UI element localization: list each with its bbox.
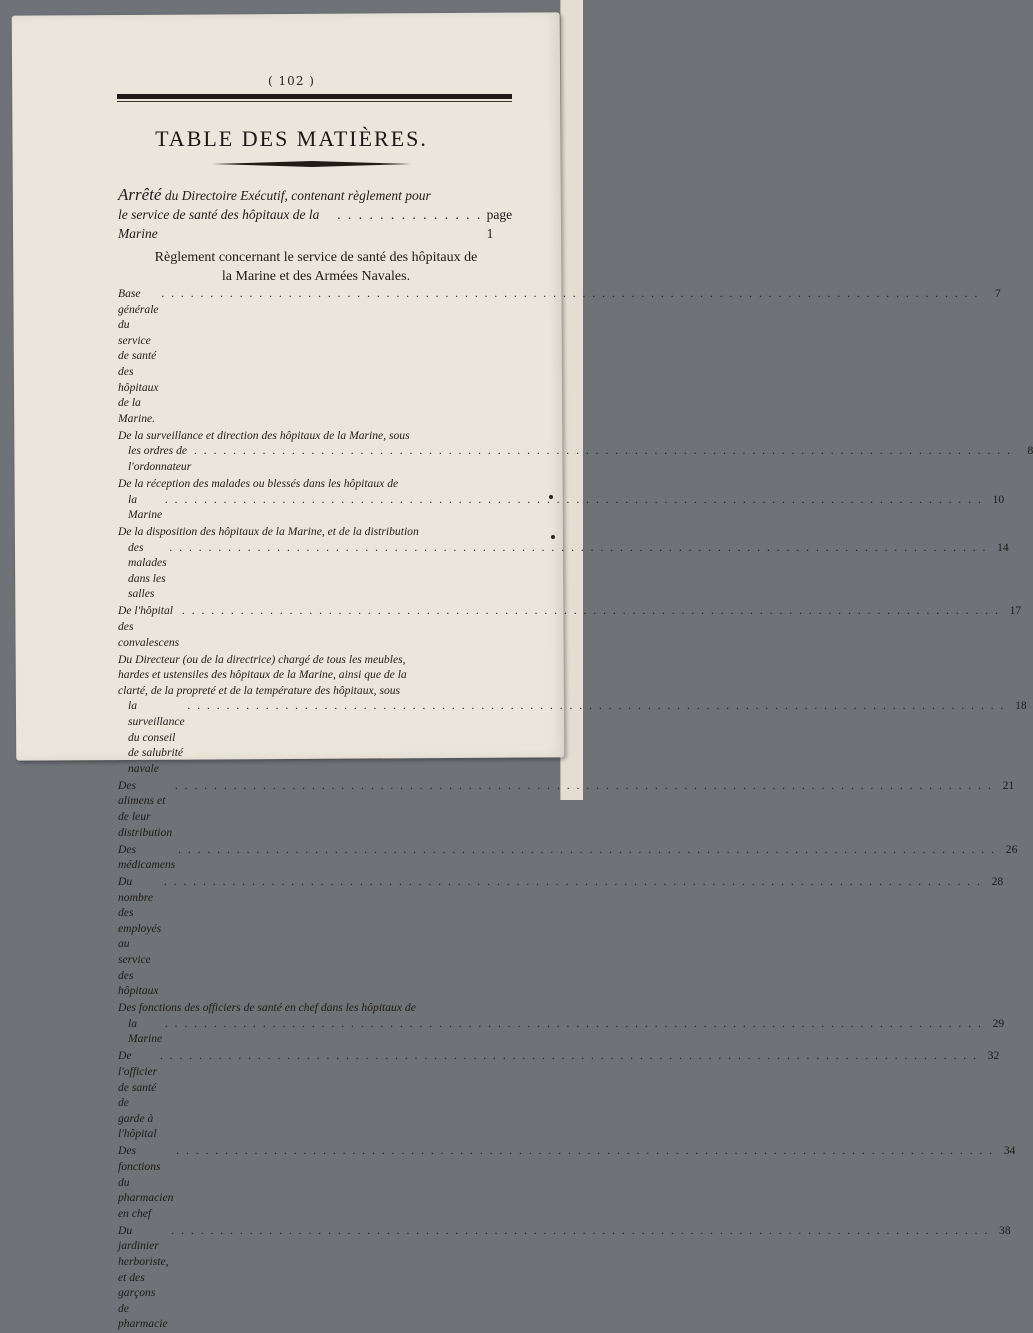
toc-page-number: 10 bbox=[992, 492, 1005, 506]
toc-entry bbox=[118, 476, 1005, 523]
dot-leader bbox=[164, 874, 982, 890]
toc-entry-text: Des fonctions du pharmacien en chef bbox=[118, 1144, 174, 1220]
dot-leader bbox=[162, 286, 980, 302]
toc-entry bbox=[118, 524, 1009, 602]
arrete-page: page 1 bbox=[486, 207, 513, 241]
toc-entry-text: Des médicamens bbox=[118, 842, 176, 872]
toc-entry-text: la surveillance du conseil de salubrité navale bbox=[128, 699, 185, 775]
ornament-rule bbox=[212, 161, 412, 167]
toc-page-number: 29 bbox=[992, 1016, 1005, 1030]
toc-entry-text: les ordres de l'ordonnateur bbox=[128, 444, 192, 473]
toc-entry-line: De la réception des malades ou blessés dans les hôpitaux de bbox=[118, 476, 399, 490]
toc-entry-text: la Marine bbox=[128, 492, 163, 522]
toc-entry bbox=[118, 1143, 1016, 1221]
toc-page-number: 34 bbox=[1003, 1144, 1016, 1158]
dot-leader bbox=[160, 1048, 978, 1064]
reglement-line1: Règlement concernant le service de santé des hôpitaux de bbox=[154, 250, 478, 265]
toc-entry-line: De la surveillance et direction des hôpitaux de la Marine, sous bbox=[118, 428, 410, 442]
toc-page-number: 7 bbox=[994, 287, 1001, 300]
dot-leader bbox=[165, 1016, 983, 1032]
toc-entry-line: Des fonctions des officiers de santé en chef dans les hôpitaux de bbox=[118, 1001, 416, 1015]
reglement-line2: la Marine et des Armées Navales. bbox=[221, 269, 411, 284]
toc-page-number: 14 bbox=[997, 540, 1009, 554]
toc-entry-line: De la disposition des hôpitaux de la Marine, et de la distribution bbox=[118, 525, 419, 539]
toc-entry-line: Du Directeur (ou de la directrice) chargé de tous les meubles, bbox=[118, 652, 406, 666]
toc-entry bbox=[118, 874, 1004, 999]
toc-page-number: 26 bbox=[1005, 842, 1018, 856]
dot-leader bbox=[175, 778, 993, 794]
toc-entry bbox=[118, 1048, 1000, 1142]
toc-page-number: 32 bbox=[987, 1049, 1000, 1063]
toc-entry-text: des malades dans les salles bbox=[128, 540, 167, 601]
dot-leader bbox=[170, 540, 988, 556]
toc-page-number: 38 bbox=[999, 1223, 1011, 1237]
table-of-contents bbox=[118, 286, 1033, 1333]
toc-entry-line: clarté, de la propreté et de la température des hôpitaux, sous bbox=[118, 683, 401, 697]
toc-entry-line: hardes et ustensiles des hôpitaux de la Marine, ainsi que de la bbox=[118, 668, 407, 682]
toc-entry bbox=[118, 1223, 1011, 1332]
toc-page-number: 21 bbox=[1002, 778, 1015, 792]
toc-entry bbox=[118, 428, 1033, 475]
reglement-heading bbox=[118, 248, 514, 286]
toc-entry-text: Base générale du service de santé des hôpitaux de la Marine. bbox=[118, 287, 159, 425]
toc-entry bbox=[118, 842, 1018, 873]
toc-page-number: 18 bbox=[1015, 699, 1027, 713]
header-rule bbox=[117, 94, 512, 99]
toc-entry bbox=[118, 286, 1001, 426]
toc-entry-text: De l'hôpital des convalescens bbox=[118, 604, 180, 649]
toc-entry-text: la Marine bbox=[128, 1016, 163, 1046]
toc-entry bbox=[118, 652, 1027, 777]
toc-entry-text: Du nombre des employés au service des hôpitaux bbox=[118, 875, 162, 998]
page-number: ( 102 ) bbox=[268, 74, 315, 88]
toc-entry bbox=[118, 603, 1022, 650]
arrete-lead: Arrêté bbox=[118, 185, 162, 204]
toc-page-number: 8 bbox=[1027, 444, 1033, 458]
dot-leader bbox=[188, 698, 1006, 714]
dot-leader bbox=[165, 492, 983, 508]
toc-entry-text: Du jardinier herboriste, et des garçons de pharmacie bbox=[118, 1223, 169, 1331]
toc-entry bbox=[118, 1000, 1005, 1047]
ink-mark bbox=[549, 495, 553, 499]
toc-page-number: 17 bbox=[1009, 604, 1022, 618]
arrete-line2: le service de santé des hôpitaux de la Marine bbox=[118, 207, 320, 241]
dot-leader bbox=[182, 603, 1000, 619]
header-rule-thin bbox=[117, 101, 512, 102]
dot-leader bbox=[176, 1143, 994, 1159]
arrete-entry: Arrêté du Directoire Exécutif, contenant règlement pour le service de santé des hôpitaux de la Marine . . . . . . . . . . . . . . page 1 bbox=[118, 185, 518, 243]
arrete-line1: du Directoire Exécutif, contenant règlement pour bbox=[164, 188, 431, 203]
toc-entry-text: De l'officier de santé de garde à l'hôpital bbox=[118, 1049, 158, 1141]
ink-mark bbox=[551, 535, 555, 539]
dot-leader bbox=[194, 443, 1012, 459]
toc-entry bbox=[118, 778, 1015, 840]
toc-page-number: 28 bbox=[991, 875, 1004, 889]
page-title: TABLE DES MATIÈRES. bbox=[155, 126, 428, 151]
dot-leader bbox=[172, 1223, 990, 1239]
toc-entry-text: Des alimens et de leur distribution bbox=[118, 778, 173, 839]
dot-leader bbox=[178, 842, 996, 858]
